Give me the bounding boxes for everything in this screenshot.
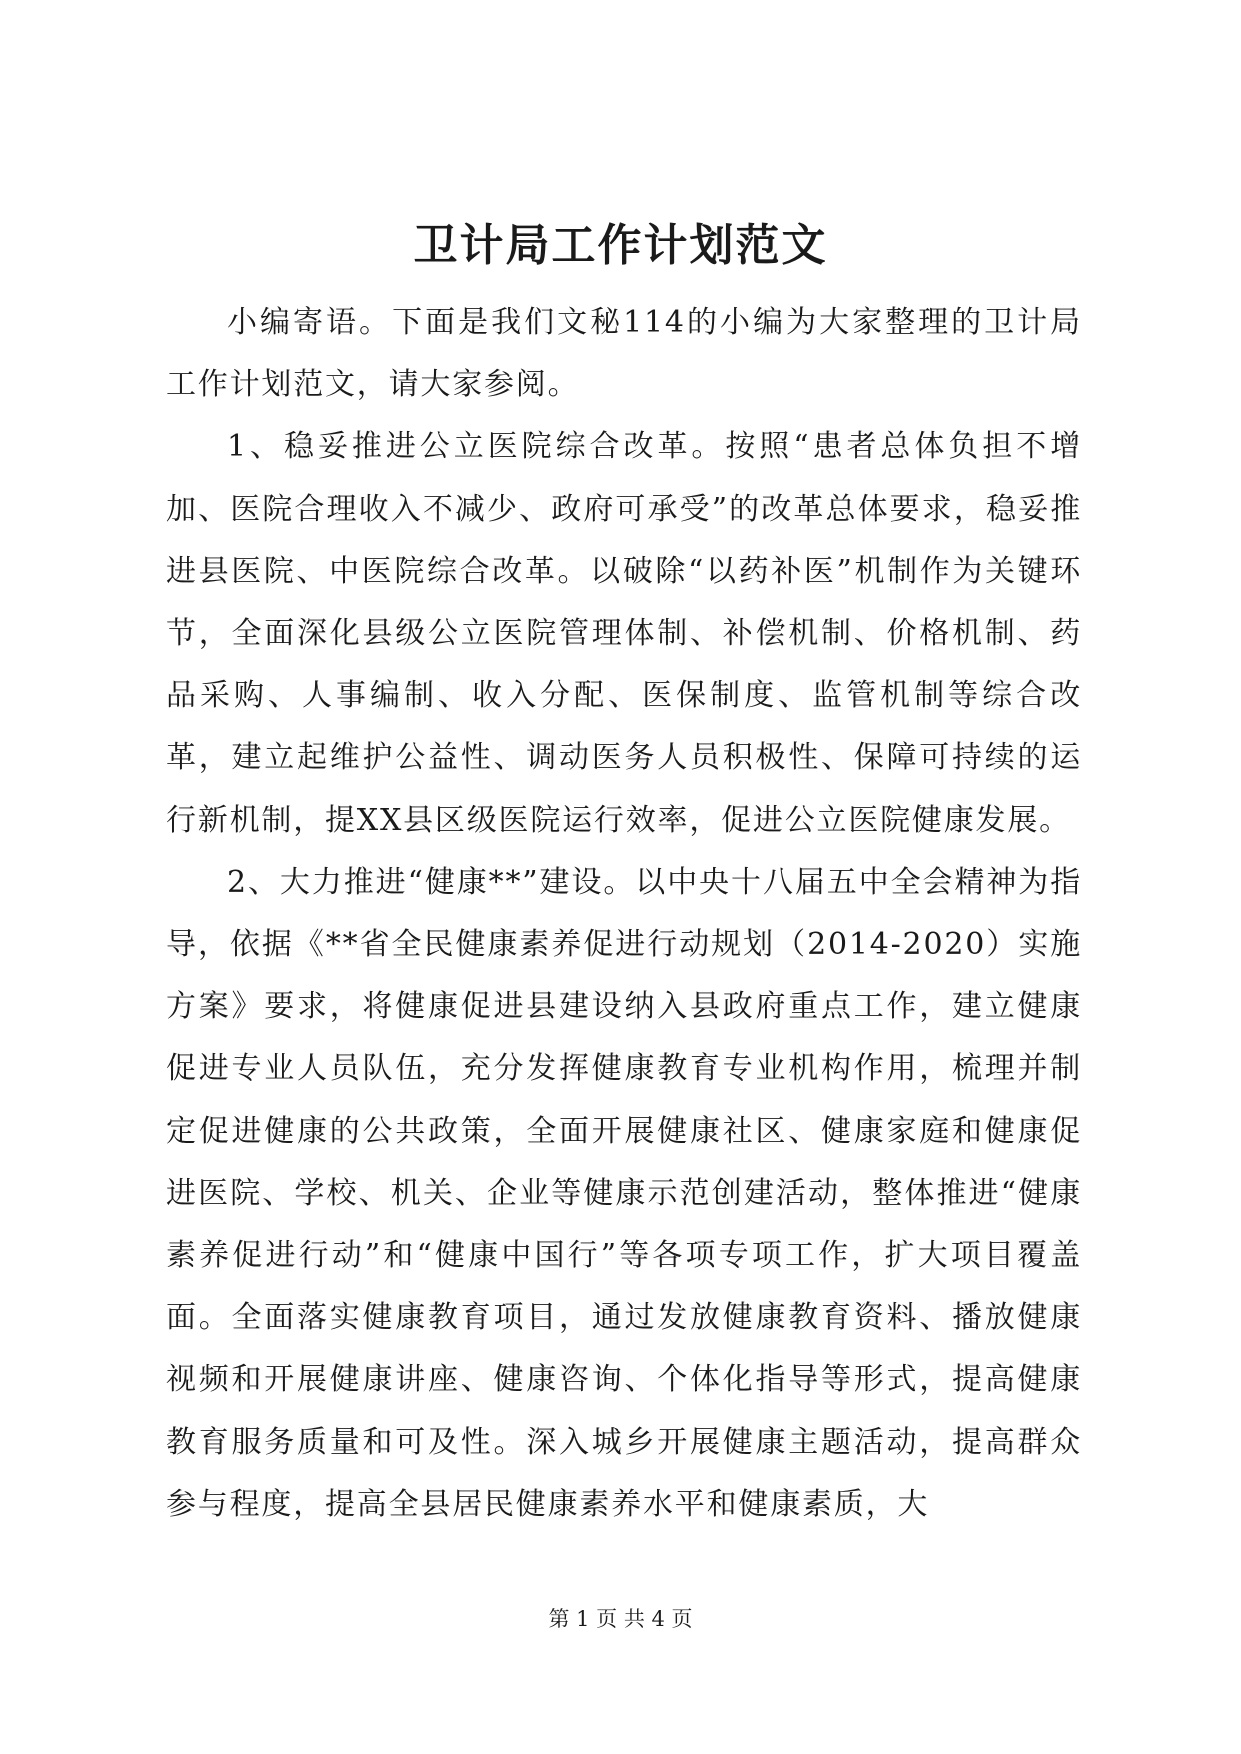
paragraph-item-2: 2、大力推进“健康**”建设。以中央十八届五中全会精神为指导，依据《**省全民健康素养促进行动规划（2014-2020）实施方案》要求，将健康促进县建设纳入县政府重点工作，建立健康促进专业人员队伍，充分发挥健康教育专业机构作用，梳理并制定促进健康的公共政策，全面开展健康社区、健康家庭和健康促进医院、学校、机关、企业等健康示范创建活动，整体推进“健康素养促进行动”和“健康中国行”等各项专项工作，扩大项目覆盖面。全面落实健康教育项目，通过发放健康教育资料、播放健康视频和开展健康讲座、健康咨询、个体化指导等形式，提高健康教育服务质量和可及性。深入城乡开展健康主题活动，提高群众参与程度，提高全县居民健康素养水平和健康素质，大 bbox=[166, 864, 1082, 1522]
page-number-footer: 第 1 页 共 4 页 bbox=[548, 1607, 693, 1631]
paragraph-intro: 小编寄语。下面是我们文秘114的小编为大家整理的卫计局工作计划范文，请大家参阅。 bbox=[166, 305, 1082, 403]
document-body bbox=[166, 292, 1082, 1536]
paragraph-item-1: 1、稳妥推进公立医院综合改革。按照“患者总体负担不增加、医院合理收入不减少、政府可承受”的改革总体要求，稳妥推进县医院、中医院综合改革。以破除“以药补医”机制作为关键环节，全面深化县级公立医院管理体制、补偿机制、价格机制、药品采购、人事编制、收入分配、医保制度、监管机制等综合改革，建立起维护公益性、调动医务人员积极性、保障可持续的运行新机制，提XX县区级医院运行效率，促进公立医院健康发展。 bbox=[166, 429, 1082, 838]
document-title: 卫计局工作计划范文 bbox=[413, 220, 828, 271]
